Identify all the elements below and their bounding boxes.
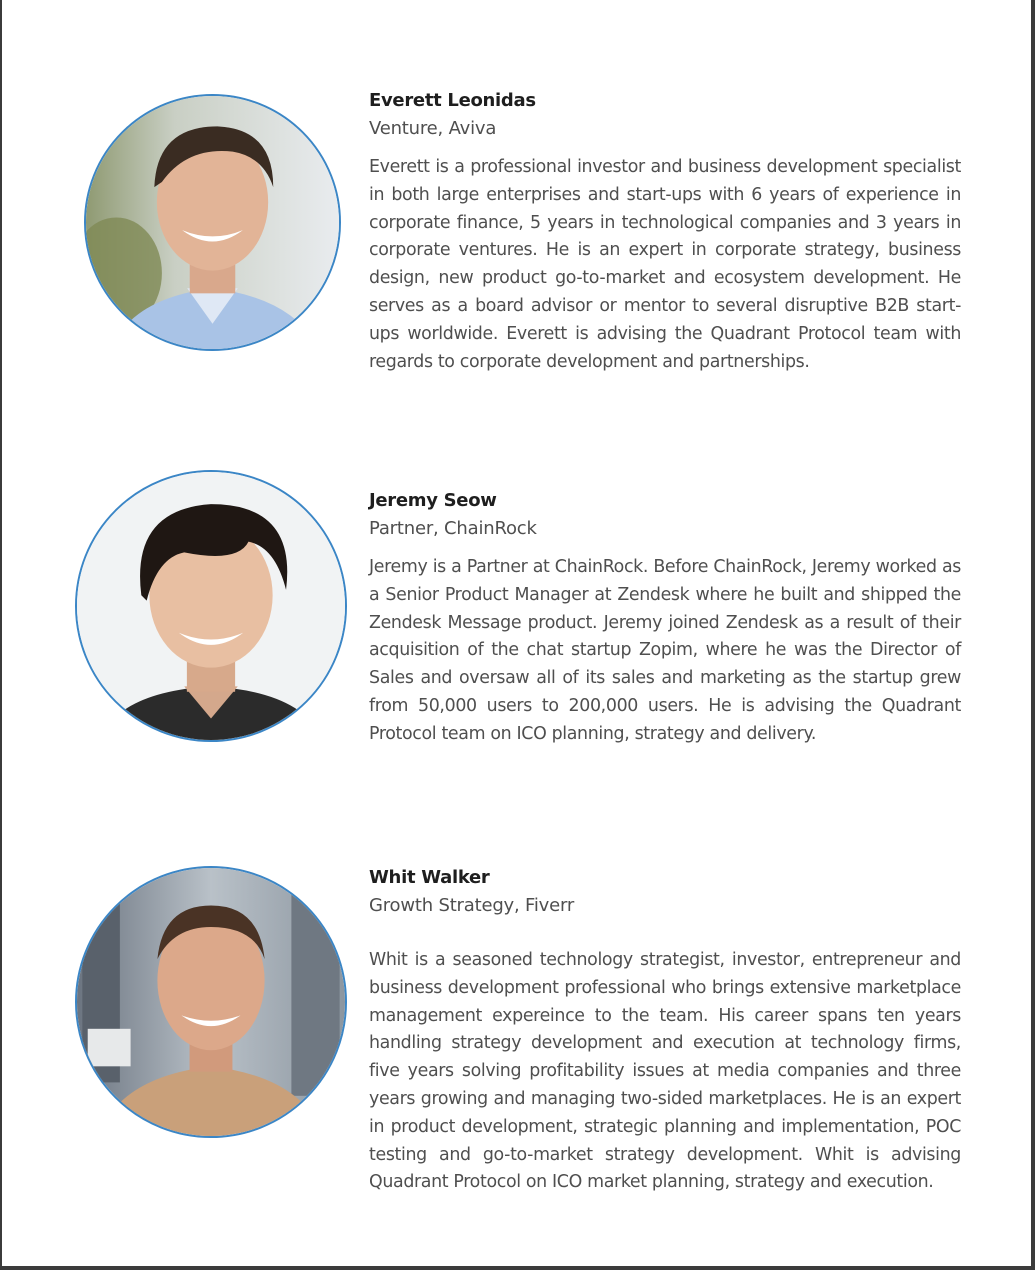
advisor-name: Everett Leonidas [369, 90, 536, 111]
advisor-bio: Everett is a professional investor and business development specialist in both large enterprises and start-ups with 6 years of experience in corporate finance, 5 years in technological companies and 3 years in corporate ventures. He is an expert in corporate strategy, business design, new product go-to-market and ecosystem development. He serves as a board advisor or mentor to several disruptive B2B start-ups worldwide. Everett is advising the Quadrant Protocol team with regards to corporate development and partnerships. [369, 157, 961, 372]
advisor-photo-whit [75, 866, 347, 1138]
portrait-image [77, 472, 345, 740]
advisor-name: Whit Walker [369, 867, 490, 888]
advisor-role: Venture, Aviva [369, 118, 497, 139]
portrait-image [77, 868, 345, 1136]
advisor-name: Jeremy Seow [369, 490, 497, 511]
portrait-image [86, 96, 339, 349]
advisor-role: Growth Strategy, Fiverr [369, 895, 575, 916]
advisors-page [2, 0, 1031, 1266]
advisor-role: Partner, ChainRock [369, 518, 537, 539]
advisor-photo-jeremy [75, 470, 347, 742]
advisor-photo-everett [84, 94, 341, 351]
advisor-bio: Whit is a seasoned technology strategist, investor, entrepreneur and business development professional who brings extensive marketplace management expereince to the team. His career spans ten years handling strategy development and execution at technology firms, five years solving profitability issues at media companies and three years growing and managing two-sided marketplaces. He is an expert in product development, strategic planning and implementation, POC testing and go-to-market strategy development. Whit is advising Quadrant Protocol on ICO market planning, strategy and execution. [369, 950, 961, 1193]
advisor-bio: Jeremy is a Partner at ChainRock. Before ChainRock, Jeremy worked as a Senior Product Manager at Zendesk where he built and shipped the Zendesk Message product. Jeremy joined Zendesk as a result of their acquisition of the chat startup Zopim, where he was the Director of Sales and oversaw all of its sales and marketing as the startup grew from 50,000 users to 200,000 users. He is advising the Quadrant Protocol team on ICO planning, strategy and delivery. [369, 557, 961, 744]
